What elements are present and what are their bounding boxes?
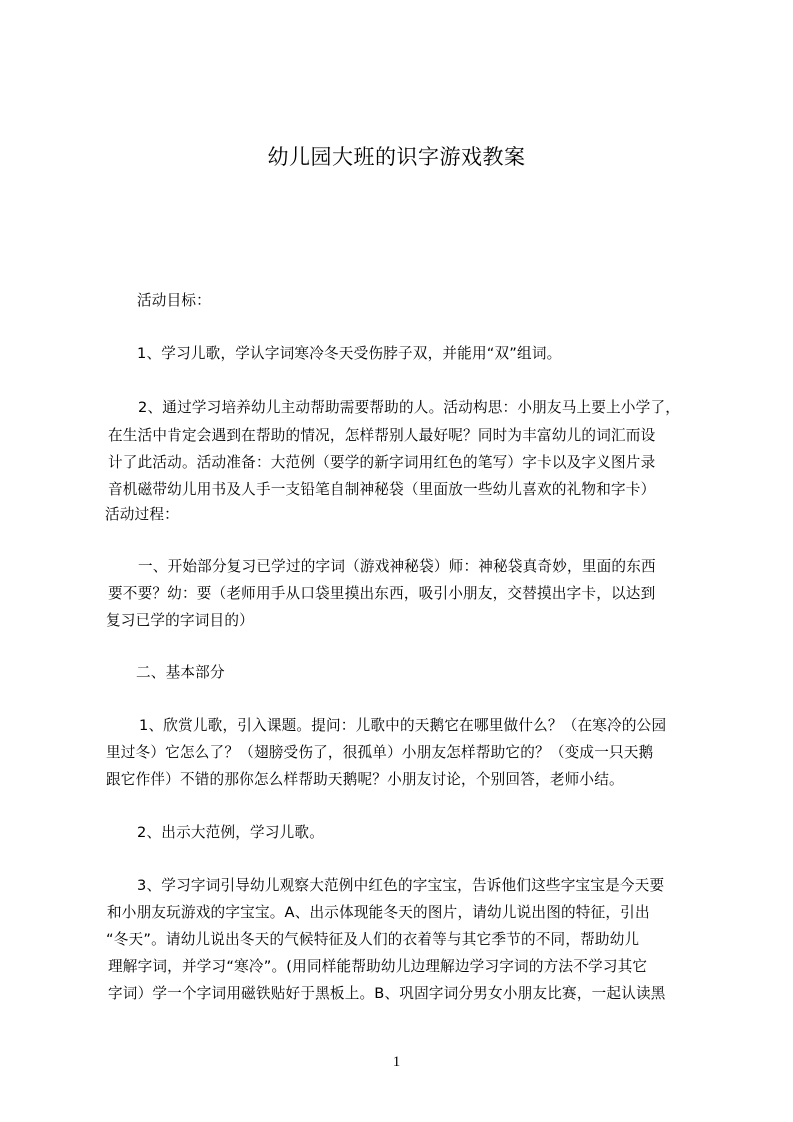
text-line: 计了此活动。活动准备：大范例（要学的新字词用红色的笔写）字卡以及字义图片录 bbox=[108, 454, 656, 471]
text-line: 要不要？幼：要（老师用手从口袋里摸出东西，吸引小朋友，交替摸出字卡，以达到 bbox=[108, 585, 656, 602]
text-line: 里过冬）它怎么了？（翅膀受伤了，很孤单）小朋友怎样帮助它的？（变成一只天鹅 bbox=[106, 744, 654, 761]
text-line: 活动目标： bbox=[137, 292, 211, 309]
text-line: 跟它作伴）不错的那你怎么样帮助天鹅呢？小朋友讨论，个别回答，老师小结。 bbox=[106, 771, 624, 788]
text-line: 在生活中肯定会遇到在帮助的情况，怎样帮别人最好呢？同时为丰富幼儿的词汇而设 bbox=[108, 427, 656, 444]
text-line: 理解字词，并学习“寒冷”。(用同样能帮助幼儿边理解边学习字词的方法不学习其它 bbox=[108, 958, 648, 975]
text-line: 活动过程： bbox=[105, 506, 179, 523]
section-heading: 二、基本部分 bbox=[136, 664, 225, 681]
page-number: 1 bbox=[392, 1054, 401, 1070]
text-line: 3、学习字词引导幼儿观察大范例中红色的字宝宝，告诉他们这些字宝宝是今天要 bbox=[137, 877, 665, 894]
text-line: 2、出示大范例，学习儿歌。 bbox=[137, 824, 325, 841]
text-line: 音机磁带幼儿用书及人手一支铅笔自制神秘袋（里面放一些幼儿喜欢的礼物和字卡） bbox=[108, 481, 656, 498]
text-line: “冬天”。请幼儿说出冬天的气候特征及人们的衣着等与其它季节的不同，帮助幼儿 bbox=[106, 931, 640, 948]
text-line: 和小朋友玩游戏的字宝宝。A、出示体现能冬天的图片，请幼儿说出图的特征，引出 bbox=[107, 904, 650, 921]
text-line: 字词）学一个字词用磁铁贴好于黑板上。B、巩固字词分男女小朋友比赛，一起认读黑 bbox=[108, 985, 666, 1002]
text-line: 1、学习儿歌，学认字词寒冷冬天受伤脖子双，并能用“双”组词。 bbox=[137, 345, 562, 362]
text-line: 复习已学的字词目的） bbox=[106, 612, 254, 629]
text-line: 1、欣赏儿歌，引入课题。提问：儿歌中的天鹅它在哪里做什么？（在寒冷的公园 bbox=[139, 717, 667, 734]
text-line: 2、通过学习培养幼儿主动帮助需要帮助的人。活动构思：小朋友马上要上小学了， bbox=[138, 399, 681, 416]
page-title: 幼儿园大班的识字游戏教案 bbox=[267, 145, 526, 169]
text-line: 一、开始部分复习已学过的字词（游戏神秘袋）师：神秘袋真奇妙，里面的东西 bbox=[138, 558, 656, 575]
